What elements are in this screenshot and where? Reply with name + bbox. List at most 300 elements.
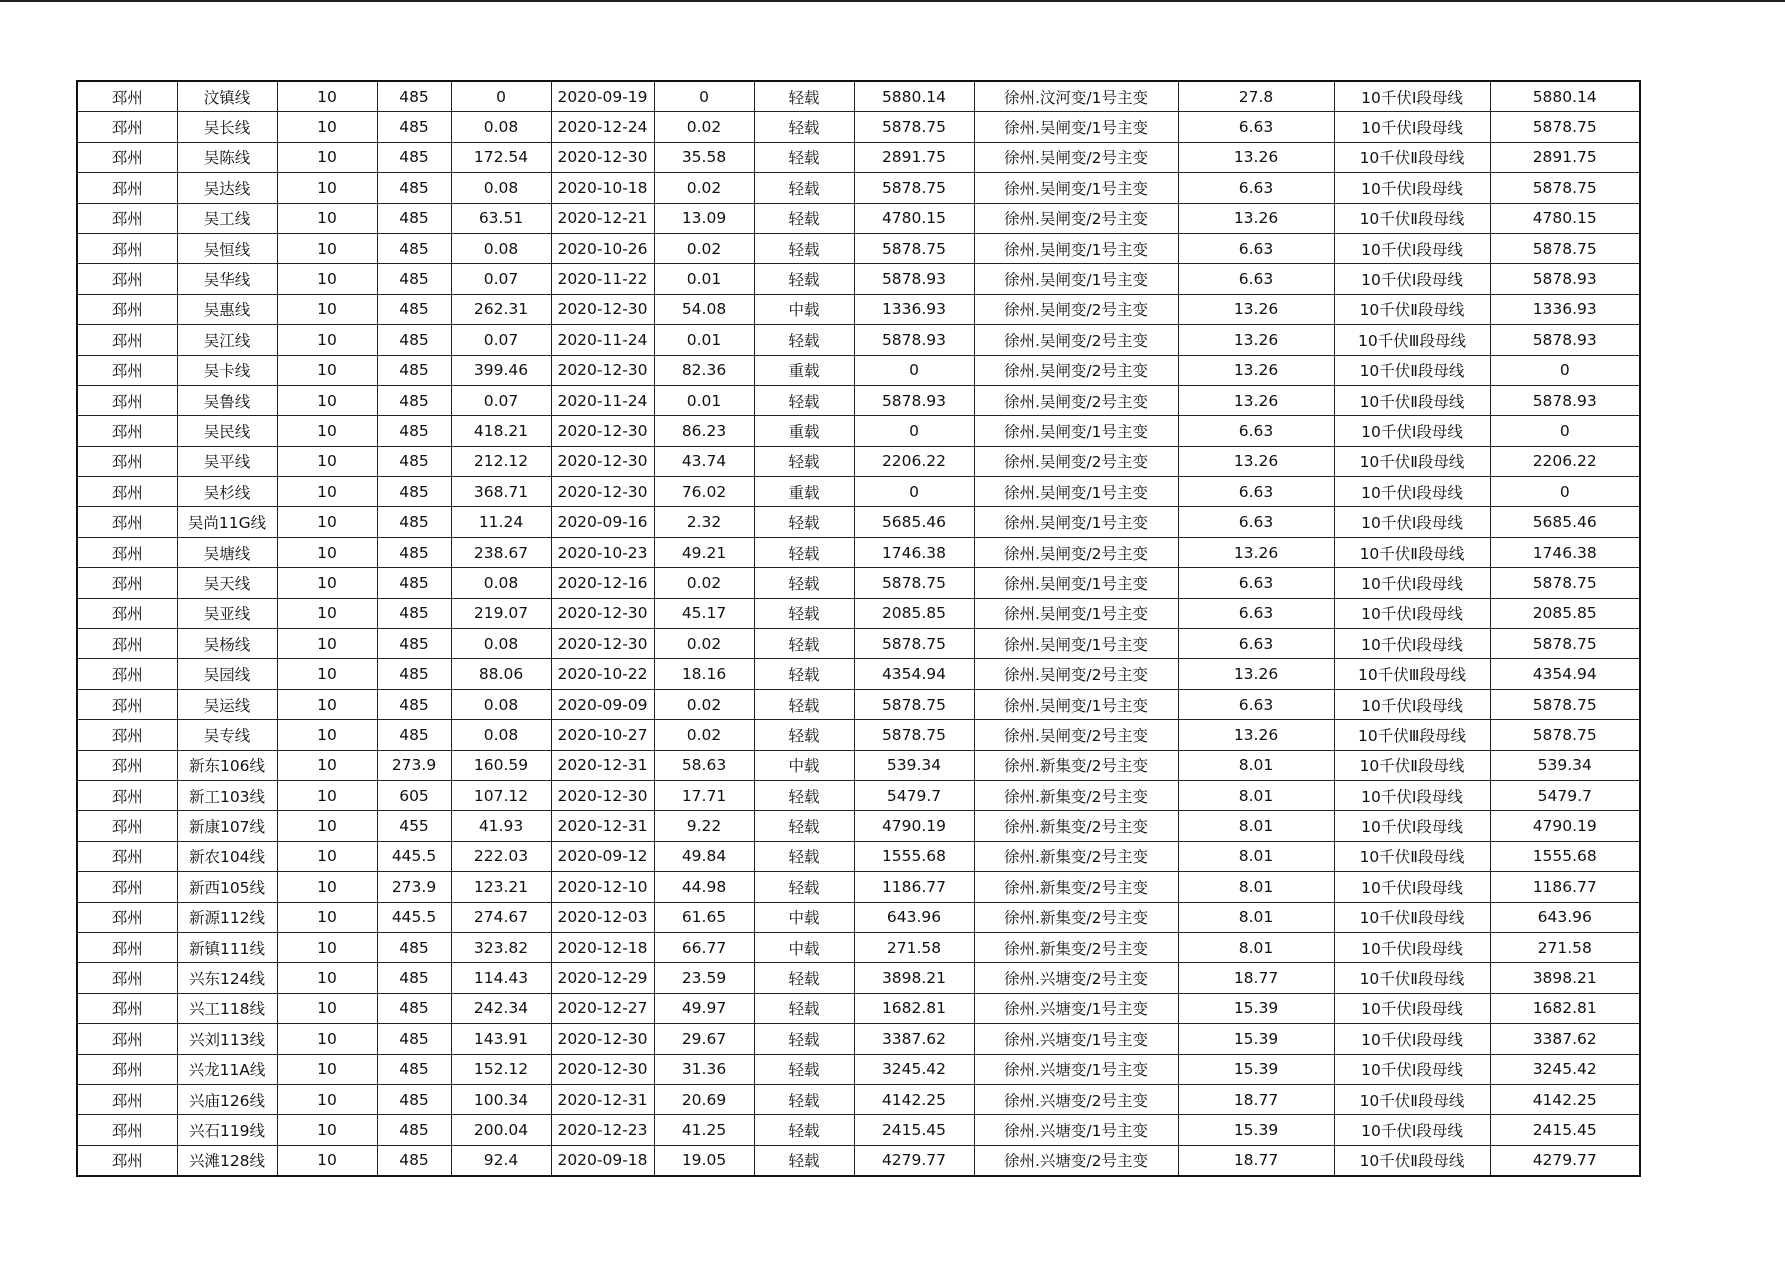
- cell-county: 邳州: [77, 1024, 177, 1054]
- cell-bus: 10千伏Ⅱ段母线: [1334, 142, 1490, 172]
- cell-voltage: 10: [277, 233, 377, 263]
- cell-bus: 10千伏Ⅱ段母线: [1334, 446, 1490, 476]
- cell-line: 吴天线: [177, 568, 277, 598]
- cell-transformer-capacity: 6.63: [1178, 112, 1334, 142]
- cell-substation: 徐州.吴闸变/2号主变: [974, 203, 1178, 233]
- table-row: [77, 477, 1640, 507]
- cell-transformer-capacity: 8.01: [1178, 841, 1334, 871]
- cell-load-rate: 0.02: [654, 568, 754, 598]
- cell-status: 轻载: [754, 1145, 854, 1176]
- cell-substation: 徐州.吴闸变/2号主变: [974, 659, 1178, 689]
- cell-line: 吴平线: [177, 446, 277, 476]
- cell-transformer-capacity: 15.39: [1178, 1024, 1334, 1054]
- cell-max-load: 41.93: [451, 811, 551, 841]
- cell-voltage: 10: [277, 963, 377, 993]
- cell-spare-capacity-2: 271.58: [1490, 932, 1640, 962]
- cell-spare-capacity: 3245.42: [854, 1054, 974, 1084]
- cell-transformer-capacity: 8.01: [1178, 872, 1334, 902]
- cell-capacity: 485: [377, 173, 451, 203]
- table-row: [77, 1145, 1640, 1176]
- cell-spare-capacity-2: 4279.77: [1490, 1145, 1640, 1176]
- cell-voltage: 10: [277, 689, 377, 719]
- cell-spare-capacity: 5878.75: [854, 568, 974, 598]
- cell-max-load: 418.21: [451, 416, 551, 446]
- cell-substation: 徐州.新集变/2号主变: [974, 780, 1178, 810]
- cell-line: 新工103线: [177, 780, 277, 810]
- cell-status: 重载: [754, 416, 854, 446]
- cell-bus: 10千伏Ⅰ段母线: [1334, 264, 1490, 294]
- cell-voltage: 10: [277, 355, 377, 385]
- cell-date: 2020-12-30: [551, 446, 654, 476]
- cell-load-rate: 54.08: [654, 294, 754, 324]
- cell-county: 邳州: [77, 325, 177, 355]
- cell-bus: 10千伏Ⅰ段母线: [1334, 507, 1490, 537]
- table-row: [77, 537, 1640, 567]
- cell-status: 轻载: [754, 81, 854, 112]
- cell-substation: 徐州.吴闸变/1号主变: [974, 629, 1178, 659]
- cell-spare-capacity: 1336.93: [854, 294, 974, 324]
- cell-capacity: 485: [377, 233, 451, 263]
- cell-bus: 10千伏Ⅱ段母线: [1334, 537, 1490, 567]
- cell-bus: 10千伏Ⅰ段母线: [1334, 811, 1490, 841]
- cell-spare-capacity: 0: [854, 477, 974, 507]
- cell-load-rate: 49.21: [654, 537, 754, 567]
- cell-substation: 徐州.新集变/2号主变: [974, 811, 1178, 841]
- cell-substation: 徐州.吴闸变/1号主变: [974, 233, 1178, 263]
- cell-bus: 10千伏Ⅰ段母线: [1334, 568, 1490, 598]
- cell-bus: 10千伏Ⅱ段母线: [1334, 203, 1490, 233]
- cell-capacity: 485: [377, 477, 451, 507]
- cell-bus: 10千伏Ⅰ段母线: [1334, 1024, 1490, 1054]
- cell-capacity: 485: [377, 112, 451, 142]
- cell-line: 兴龙11A线: [177, 1054, 277, 1084]
- cell-substation: 徐州.吴闸变/2号主变: [974, 325, 1178, 355]
- cell-transformer-capacity: 6.63: [1178, 416, 1334, 446]
- cell-voltage: 10: [277, 993, 377, 1023]
- cell-transformer-capacity: 6.63: [1178, 507, 1334, 537]
- cell-voltage: 10: [277, 902, 377, 932]
- cell-substation: 徐州.吴闸变/2号主变: [974, 385, 1178, 415]
- cell-status: 轻载: [754, 233, 854, 263]
- cell-status: 轻载: [754, 325, 854, 355]
- cell-substation: 徐州.新集变/2号主变: [974, 872, 1178, 902]
- cell-spare-capacity-2: 5878.93: [1490, 385, 1640, 415]
- cell-max-load: 0.08: [451, 112, 551, 142]
- cell-line: 汶镇线: [177, 81, 277, 112]
- cell-date: 2020-10-23: [551, 537, 654, 567]
- cell-voltage: 10: [277, 142, 377, 172]
- cell-transformer-capacity: 6.63: [1178, 264, 1334, 294]
- cell-load-rate: 35.58: [654, 142, 754, 172]
- cell-date: 2020-11-24: [551, 325, 654, 355]
- cell-substation: 徐州.吴闸变/1号主变: [974, 477, 1178, 507]
- cell-spare-capacity: 0: [854, 355, 974, 385]
- cell-load-rate: 0.02: [654, 173, 754, 203]
- cell-spare-capacity-2: 5479.7: [1490, 780, 1640, 810]
- cell-status: 轻载: [754, 507, 854, 537]
- cell-date: 2020-12-30: [551, 142, 654, 172]
- cell-load-rate: 13.09: [654, 203, 754, 233]
- table-row: [77, 81, 1640, 112]
- cell-county: 邳州: [77, 872, 177, 902]
- cell-bus: 10千伏Ⅱ段母线: [1334, 963, 1490, 993]
- cell-status: 轻载: [754, 993, 854, 1023]
- cell-voltage: 10: [277, 932, 377, 962]
- cell-county: 邳州: [77, 629, 177, 659]
- cell-status: 轻载: [754, 629, 854, 659]
- cell-transformer-capacity: 13.26: [1178, 720, 1334, 750]
- cell-spare-capacity: 5878.75: [854, 689, 974, 719]
- cell-county: 邳州: [77, 1145, 177, 1176]
- cell-max-load: 0.07: [451, 385, 551, 415]
- cell-voltage: 10: [277, 841, 377, 871]
- cell-capacity: 485: [377, 689, 451, 719]
- cell-county: 邳州: [77, 659, 177, 689]
- cell-status: 轻载: [754, 963, 854, 993]
- cell-line: 吴长线: [177, 112, 277, 142]
- cell-county: 邳州: [77, 477, 177, 507]
- cell-spare-capacity-2: 1555.68: [1490, 841, 1640, 871]
- cell-max-load: 200.04: [451, 1115, 551, 1145]
- cell-spare-capacity: 4142.25: [854, 1084, 974, 1114]
- cell-spare-capacity-2: 1682.81: [1490, 993, 1640, 1023]
- table-row: [77, 507, 1640, 537]
- cell-max-load: 0.07: [451, 325, 551, 355]
- cell-max-load: 219.07: [451, 598, 551, 628]
- cell-capacity: 485: [377, 659, 451, 689]
- cell-capacity: 455: [377, 811, 451, 841]
- cell-date: 2020-11-24: [551, 385, 654, 415]
- cell-capacity: 485: [377, 142, 451, 172]
- table-row: [77, 203, 1640, 233]
- cell-substation: 徐州.吴闸变/2号主变: [974, 537, 1178, 567]
- cell-date: 2020-10-18: [551, 173, 654, 203]
- cell-date: 2020-12-31: [551, 750, 654, 780]
- cell-load-rate: 29.67: [654, 1024, 754, 1054]
- cell-load-rate: 19.05: [654, 1145, 754, 1176]
- cell-spare-capacity-2: 3387.62: [1490, 1024, 1640, 1054]
- cell-bus: 10千伏Ⅱ段母线: [1334, 750, 1490, 780]
- table-row: [77, 932, 1640, 962]
- cell-spare-capacity: 5878.93: [854, 325, 974, 355]
- cell-transformer-capacity: 13.26: [1178, 294, 1334, 324]
- cell-spare-capacity: 2206.22: [854, 446, 974, 476]
- cell-date: 2020-12-30: [551, 477, 654, 507]
- table-body: [77, 81, 1640, 1176]
- cell-substation: 徐州.吴闸变/2号主变: [974, 294, 1178, 324]
- table-row: [77, 811, 1640, 841]
- cell-county: 邳州: [77, 385, 177, 415]
- table-row: [77, 993, 1640, 1023]
- cell-spare-capacity-2: 5878.75: [1490, 689, 1640, 719]
- cell-max-load: 107.12: [451, 780, 551, 810]
- cell-capacity: 485: [377, 932, 451, 962]
- cell-bus: 10千伏Ⅰ段母线: [1334, 689, 1490, 719]
- cell-spare-capacity: 1555.68: [854, 841, 974, 871]
- table-row: [77, 1054, 1640, 1084]
- cell-bus: 10千伏Ⅰ段母线: [1334, 932, 1490, 962]
- table-row: [77, 598, 1640, 628]
- cell-voltage: 10: [277, 780, 377, 810]
- cell-capacity: 485: [377, 416, 451, 446]
- cell-max-load: 152.12: [451, 1054, 551, 1084]
- cell-transformer-capacity: 8.01: [1178, 811, 1334, 841]
- feeder-load-table: [76, 80, 1641, 1177]
- cell-load-rate: 82.36: [654, 355, 754, 385]
- cell-bus: 10千伏Ⅰ段母线: [1334, 872, 1490, 902]
- cell-load-rate: 41.25: [654, 1115, 754, 1145]
- cell-load-rate: 18.16: [654, 659, 754, 689]
- table-row: [77, 385, 1640, 415]
- cell-max-load: 0.08: [451, 720, 551, 750]
- cell-status: 轻载: [754, 1084, 854, 1114]
- cell-max-load: 143.91: [451, 1024, 551, 1054]
- table-row: [77, 841, 1640, 871]
- cell-county: 邳州: [77, 112, 177, 142]
- cell-bus: 10千伏Ⅰ段母线: [1334, 1115, 1490, 1145]
- cell-county: 邳州: [77, 233, 177, 263]
- cell-voltage: 10: [277, 568, 377, 598]
- cell-transformer-capacity: 18.77: [1178, 1084, 1334, 1114]
- cell-bus: 10千伏Ⅱ段母线: [1334, 385, 1490, 415]
- cell-voltage: 10: [277, 1145, 377, 1176]
- cell-transformer-capacity: 8.01: [1178, 780, 1334, 810]
- cell-spare-capacity-2: 2085.85: [1490, 598, 1640, 628]
- cell-load-rate: 0.02: [654, 233, 754, 263]
- cell-transformer-capacity: 13.26: [1178, 355, 1334, 385]
- cell-spare-capacity: 643.96: [854, 902, 974, 932]
- cell-max-load: 88.06: [451, 659, 551, 689]
- cell-voltage: 10: [277, 173, 377, 203]
- cell-status: 中载: [754, 750, 854, 780]
- cell-status: 轻载: [754, 659, 854, 689]
- cell-spare-capacity-2: 3245.42: [1490, 1054, 1640, 1084]
- cell-status: 轻载: [754, 1054, 854, 1084]
- cell-load-rate: 0.01: [654, 325, 754, 355]
- cell-max-load: 323.82: [451, 932, 551, 962]
- cell-transformer-capacity: 6.63: [1178, 568, 1334, 598]
- cell-max-load: 212.12: [451, 446, 551, 476]
- cell-spare-capacity-2: 5878.75: [1490, 568, 1640, 598]
- cell-capacity: 485: [377, 355, 451, 385]
- cell-date: 2020-12-31: [551, 1084, 654, 1114]
- cell-load-rate: 44.98: [654, 872, 754, 902]
- cell-line: 兴滩128线: [177, 1145, 277, 1176]
- table-row: [77, 1084, 1640, 1114]
- cell-spare-capacity-2: 5878.75: [1490, 173, 1640, 203]
- cell-bus: 10千伏Ⅰ段母线: [1334, 598, 1490, 628]
- cell-line: 吴工线: [177, 203, 277, 233]
- cell-substation: 徐州.新集变/2号主变: [974, 902, 1178, 932]
- cell-spare-capacity: 1746.38: [854, 537, 974, 567]
- cell-voltage: 10: [277, 112, 377, 142]
- cell-status: 轻载: [754, 568, 854, 598]
- cell-spare-capacity: 3387.62: [854, 1024, 974, 1054]
- cell-capacity: 485: [377, 385, 451, 415]
- cell-max-load: 160.59: [451, 750, 551, 780]
- cell-county: 邳州: [77, 1054, 177, 1084]
- cell-date: 2020-12-24: [551, 112, 654, 142]
- cell-capacity: 485: [377, 294, 451, 324]
- cell-line: 新东106线: [177, 750, 277, 780]
- cell-spare-capacity-2: 1336.93: [1490, 294, 1640, 324]
- cell-voltage: 10: [277, 598, 377, 628]
- cell-line: 新农104线: [177, 841, 277, 871]
- cell-status: 轻载: [754, 689, 854, 719]
- cell-date: 2020-10-26: [551, 233, 654, 263]
- cell-status: 轻载: [754, 112, 854, 142]
- cell-line: 吴园线: [177, 659, 277, 689]
- cell-load-rate: 0.02: [654, 112, 754, 142]
- cell-bus: 10千伏Ⅰ段母线: [1334, 477, 1490, 507]
- cell-date: 2020-12-30: [551, 1054, 654, 1084]
- table-row: [77, 1024, 1640, 1054]
- cell-capacity: 273.9: [377, 750, 451, 780]
- cell-substation: 徐州.吴闸变/2号主变: [974, 142, 1178, 172]
- cell-spare-capacity: 5878.75: [854, 629, 974, 659]
- cell-county: 邳州: [77, 537, 177, 567]
- cell-spare-capacity-2: 4354.94: [1490, 659, 1640, 689]
- cell-spare-capacity: 5479.7: [854, 780, 974, 810]
- cell-line: 吴杨线: [177, 629, 277, 659]
- cell-voltage: 10: [277, 294, 377, 324]
- cell-bus: 10千伏Ⅰ段母线: [1334, 416, 1490, 446]
- cell-date: 2020-12-18: [551, 932, 654, 962]
- cell-substation: 徐州.吴闸变/1号主变: [974, 416, 1178, 446]
- cell-county: 邳州: [77, 264, 177, 294]
- cell-voltage: 10: [277, 385, 377, 415]
- cell-date: 2020-12-16: [551, 568, 654, 598]
- cell-capacity: 485: [377, 1115, 451, 1145]
- cell-capacity: 485: [377, 325, 451, 355]
- cell-spare-capacity: 0: [854, 416, 974, 446]
- cell-transformer-capacity: 6.63: [1178, 629, 1334, 659]
- cell-line: 兴工118线: [177, 993, 277, 1023]
- cell-load-rate: 17.71: [654, 780, 754, 810]
- cell-capacity: 485: [377, 81, 451, 112]
- cell-status: 轻载: [754, 385, 854, 415]
- cell-substation: 徐州.汶河变/1号主变: [974, 81, 1178, 112]
- cell-spare-capacity-2: 643.96: [1490, 902, 1640, 932]
- cell-spare-capacity: 5878.93: [854, 264, 974, 294]
- cell-bus: 10千伏Ⅰ段母线: [1334, 629, 1490, 659]
- cell-max-load: 63.51: [451, 203, 551, 233]
- table-row: [77, 902, 1640, 932]
- table-row: [77, 355, 1640, 385]
- cell-voltage: 10: [277, 1084, 377, 1114]
- cell-county: 邳州: [77, 811, 177, 841]
- table-row: [77, 416, 1640, 446]
- cell-date: 2020-09-19: [551, 81, 654, 112]
- table-row: [77, 659, 1640, 689]
- cell-capacity: 485: [377, 446, 451, 476]
- table-row: [77, 780, 1640, 810]
- cell-max-load: 242.34: [451, 993, 551, 1023]
- cell-line: 新镇111线: [177, 932, 277, 962]
- cell-status: 重载: [754, 477, 854, 507]
- cell-spare-capacity: 539.34: [854, 750, 974, 780]
- cell-date: 2020-12-29: [551, 963, 654, 993]
- cell-county: 邳州: [77, 1084, 177, 1114]
- table-row: [77, 233, 1640, 263]
- cell-voltage: 10: [277, 750, 377, 780]
- cell-bus: 10千伏Ⅰ段母线: [1334, 233, 1490, 263]
- cell-county: 邳州: [77, 1115, 177, 1145]
- cell-spare-capacity-2: 5878.75: [1490, 112, 1640, 142]
- cell-county: 邳州: [77, 902, 177, 932]
- cell-county: 邳州: [77, 81, 177, 112]
- table-row: [77, 294, 1640, 324]
- cell-voltage: 10: [277, 811, 377, 841]
- cell-voltage: 10: [277, 629, 377, 659]
- cell-line: 兴石119线: [177, 1115, 277, 1145]
- cell-spare-capacity-2: 4780.15: [1490, 203, 1640, 233]
- cell-substation: 徐州.兴塘变/1号主变: [974, 1115, 1178, 1145]
- cell-date: 2020-09-18: [551, 1145, 654, 1176]
- cell-spare-capacity: 5878.75: [854, 720, 974, 750]
- cell-county: 邳州: [77, 446, 177, 476]
- cell-voltage: 10: [277, 720, 377, 750]
- cell-max-load: 123.21: [451, 872, 551, 902]
- cell-county: 邳州: [77, 841, 177, 871]
- table-row: [77, 325, 1640, 355]
- cell-substation: 徐州.吴闸变/2号主变: [974, 446, 1178, 476]
- cell-capacity: 485: [377, 1084, 451, 1114]
- cell-transformer-capacity: 8.01: [1178, 902, 1334, 932]
- cell-transformer-capacity: 13.26: [1178, 142, 1334, 172]
- cell-line: 兴东124线: [177, 963, 277, 993]
- cell-voltage: 10: [277, 1115, 377, 1145]
- cell-spare-capacity-2: 1186.77: [1490, 872, 1640, 902]
- cell-county: 邳州: [77, 993, 177, 1023]
- cell-load-rate: 0: [654, 81, 754, 112]
- cell-line: 兴庙126线: [177, 1084, 277, 1114]
- cell-capacity: 485: [377, 598, 451, 628]
- cell-bus: 10千伏Ⅰ段母线: [1334, 81, 1490, 112]
- cell-capacity: 485: [377, 537, 451, 567]
- cell-spare-capacity-2: 3898.21: [1490, 963, 1640, 993]
- cell-county: 邳州: [77, 963, 177, 993]
- cell-line: 吴陈线: [177, 142, 277, 172]
- cell-spare-capacity: 2085.85: [854, 598, 974, 628]
- cell-capacity: 485: [377, 568, 451, 598]
- cell-spare-capacity: 5685.46: [854, 507, 974, 537]
- cell-county: 邳州: [77, 173, 177, 203]
- cell-load-rate: 23.59: [654, 963, 754, 993]
- cell-status: 轻载: [754, 142, 854, 172]
- cell-spare-capacity-2: 0: [1490, 355, 1640, 385]
- cell-transformer-capacity: 6.63: [1178, 598, 1334, 628]
- cell-bus: 10千伏Ⅱ段母线: [1334, 294, 1490, 324]
- cell-bus: 10千伏Ⅱ段母线: [1334, 355, 1490, 385]
- cell-substation: 徐州.兴塘变/2号主变: [974, 1145, 1178, 1176]
- cell-voltage: 10: [277, 507, 377, 537]
- cell-substation: 徐州.吴闸变/1号主变: [974, 598, 1178, 628]
- cell-capacity: 485: [377, 264, 451, 294]
- cell-line: 新西105线: [177, 872, 277, 902]
- cell-transformer-capacity: 6.63: [1178, 477, 1334, 507]
- cell-substation: 徐州.新集变/2号主变: [974, 750, 1178, 780]
- cell-transformer-capacity: 6.63: [1178, 173, 1334, 203]
- cell-spare-capacity: 5878.93: [854, 385, 974, 415]
- cell-bus: 10千伏Ⅲ段母线: [1334, 325, 1490, 355]
- cell-transformer-capacity: 15.39: [1178, 1054, 1334, 1084]
- cell-date: 2020-12-30: [551, 355, 654, 385]
- cell-bus: 10千伏Ⅰ段母线: [1334, 1054, 1490, 1084]
- cell-spare-capacity-2: 2891.75: [1490, 142, 1640, 172]
- cell-substation: 徐州.吴闸变/2号主变: [974, 355, 1178, 385]
- cell-load-rate: 66.77: [654, 932, 754, 962]
